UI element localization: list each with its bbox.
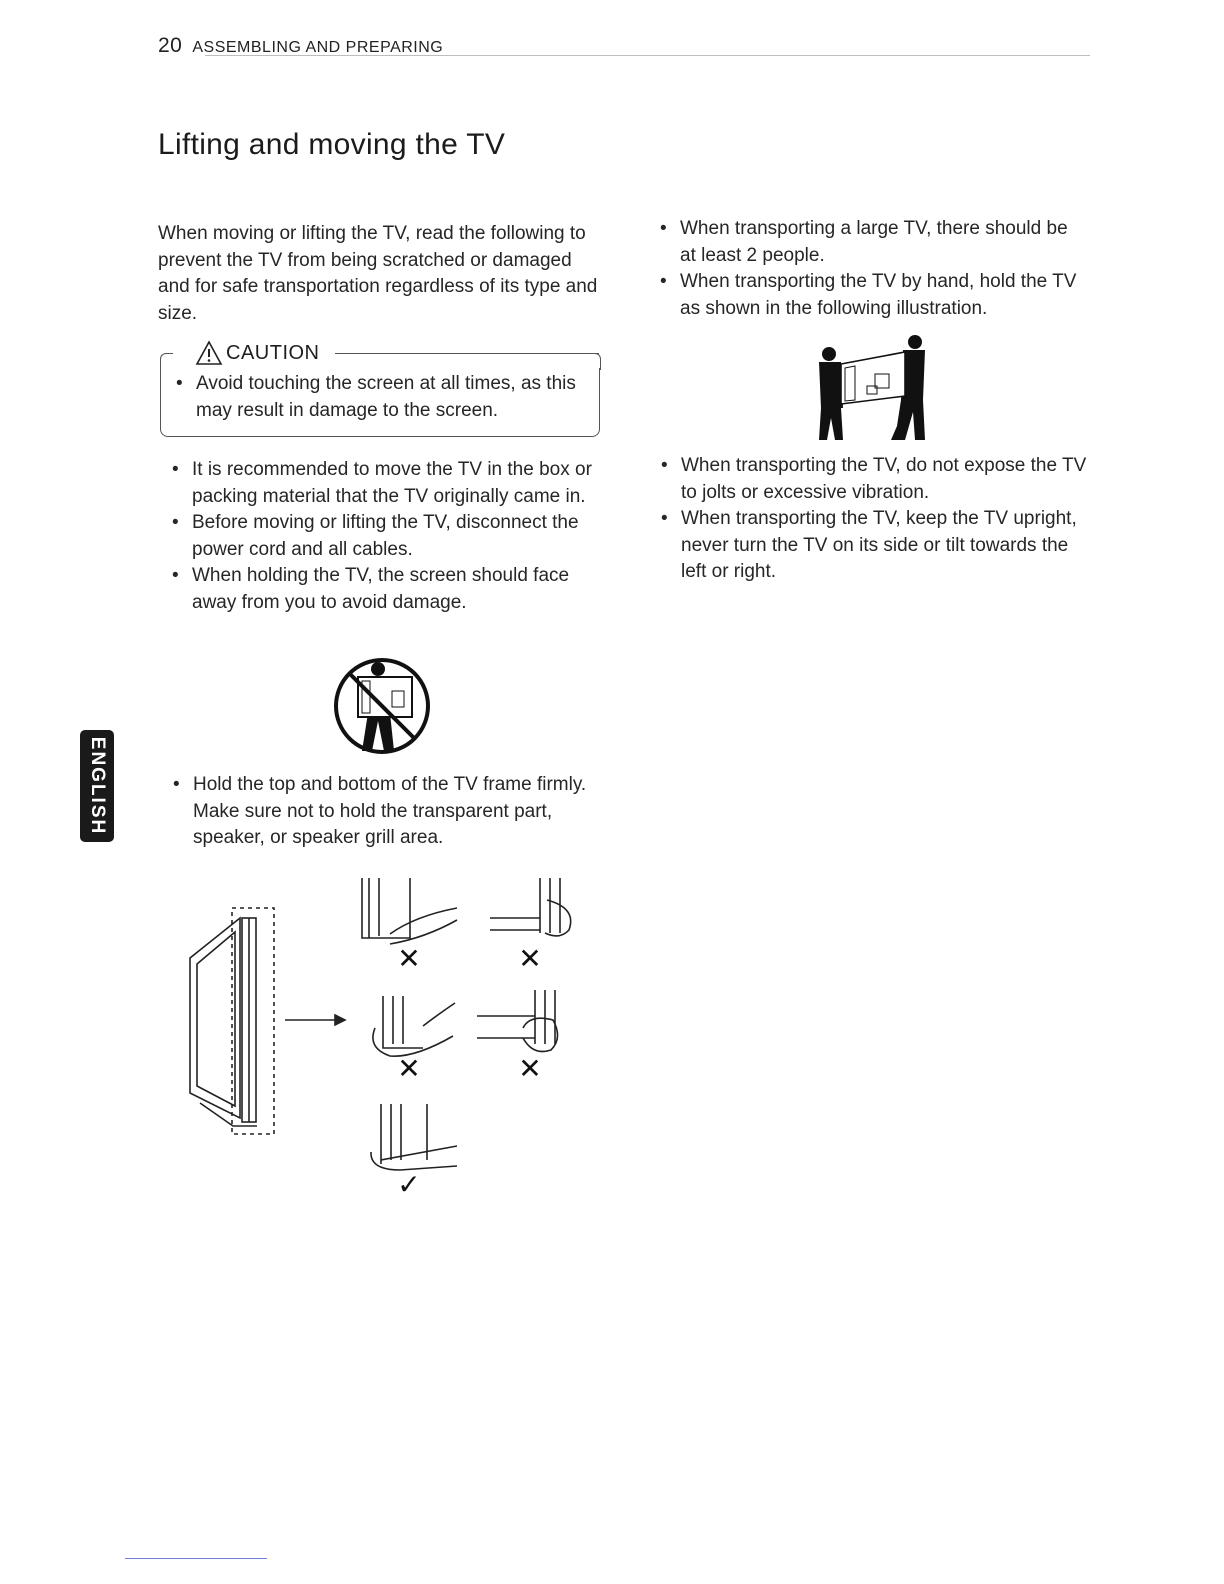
header-rule (205, 55, 1090, 56)
two-person-carry-illustration (815, 334, 927, 442)
list-item: • When transporting the TV, do not expose the TV to jolts or excessive vibration. (659, 453, 1089, 506)
language-tab (80, 730, 114, 842)
list-item: • Before moving or lifting the TV, disconnect the power cord and all cables. (170, 510, 600, 563)
right-mark: ✓ (397, 1168, 421, 1198)
intro-paragraph: When moving or lifting the TV, read the following to prevent the TV from being scratched or damaged and for safe transportation regardless of its type and size. (158, 223, 598, 324)
wrong-mark: ✕ (518, 942, 542, 975)
caution-frame-left (160, 353, 173, 370)
list-item: • It is recommended to move the TV in the box or packing material that the TV originally came in. (170, 457, 600, 510)
footer-rule (125, 1558, 267, 1559)
wrong-mark: ✕ (397, 1052, 421, 1085)
caution-frame-right (592, 353, 601, 370)
caution-label: CAUTION (226, 342, 320, 364)
caution-frame-top (335, 353, 599, 354)
right-bullet-list-a (658, 216, 1078, 322)
right-bullet-list-b (659, 453, 1089, 586)
list-item: • Hold the top and bottom of the TV frame firmly. Make sure not to hold the transparent part, speaker, or speaker grill area. (171, 772, 601, 852)
list-item: • When transporting a large TV, there should be at least 2 people. (658, 216, 1078, 269)
page-number: 20 (158, 34, 183, 57)
warning-triangle-icon (195, 340, 223, 366)
list-item: • When transporting the TV by hand, hold the TV as shown in the following illustration. (658, 269, 1078, 322)
left-bullet-list-b (171, 772, 601, 852)
list-item: • When holding the TV, the screen should face away from you to avoid damage. (170, 563, 600, 616)
wrong-mark: ✕ (518, 1052, 542, 1085)
caution-list (174, 371, 584, 424)
language-tab-label: ENGLISH (87, 736, 108, 836)
page-title: Lifting and moving the TV (158, 128, 506, 161)
section-title: ASSEMBLING AND PREPARING (192, 39, 444, 56)
prohibited-hold-illustration (332, 655, 432, 757)
list-item: • When transporting the TV, keep the TV upright, never turn the TV on its side or tilt towards the left or right. (659, 506, 1089, 586)
caution-item: • Avoid touching the screen at all times, as this may result in damage to the screen. (174, 371, 584, 424)
wrong-mark: ✕ (397, 942, 421, 975)
caution-heading (160, 340, 600, 368)
left-bullet-list-a (170, 457, 600, 616)
frame-grip-illustration (185, 878, 585, 1198)
